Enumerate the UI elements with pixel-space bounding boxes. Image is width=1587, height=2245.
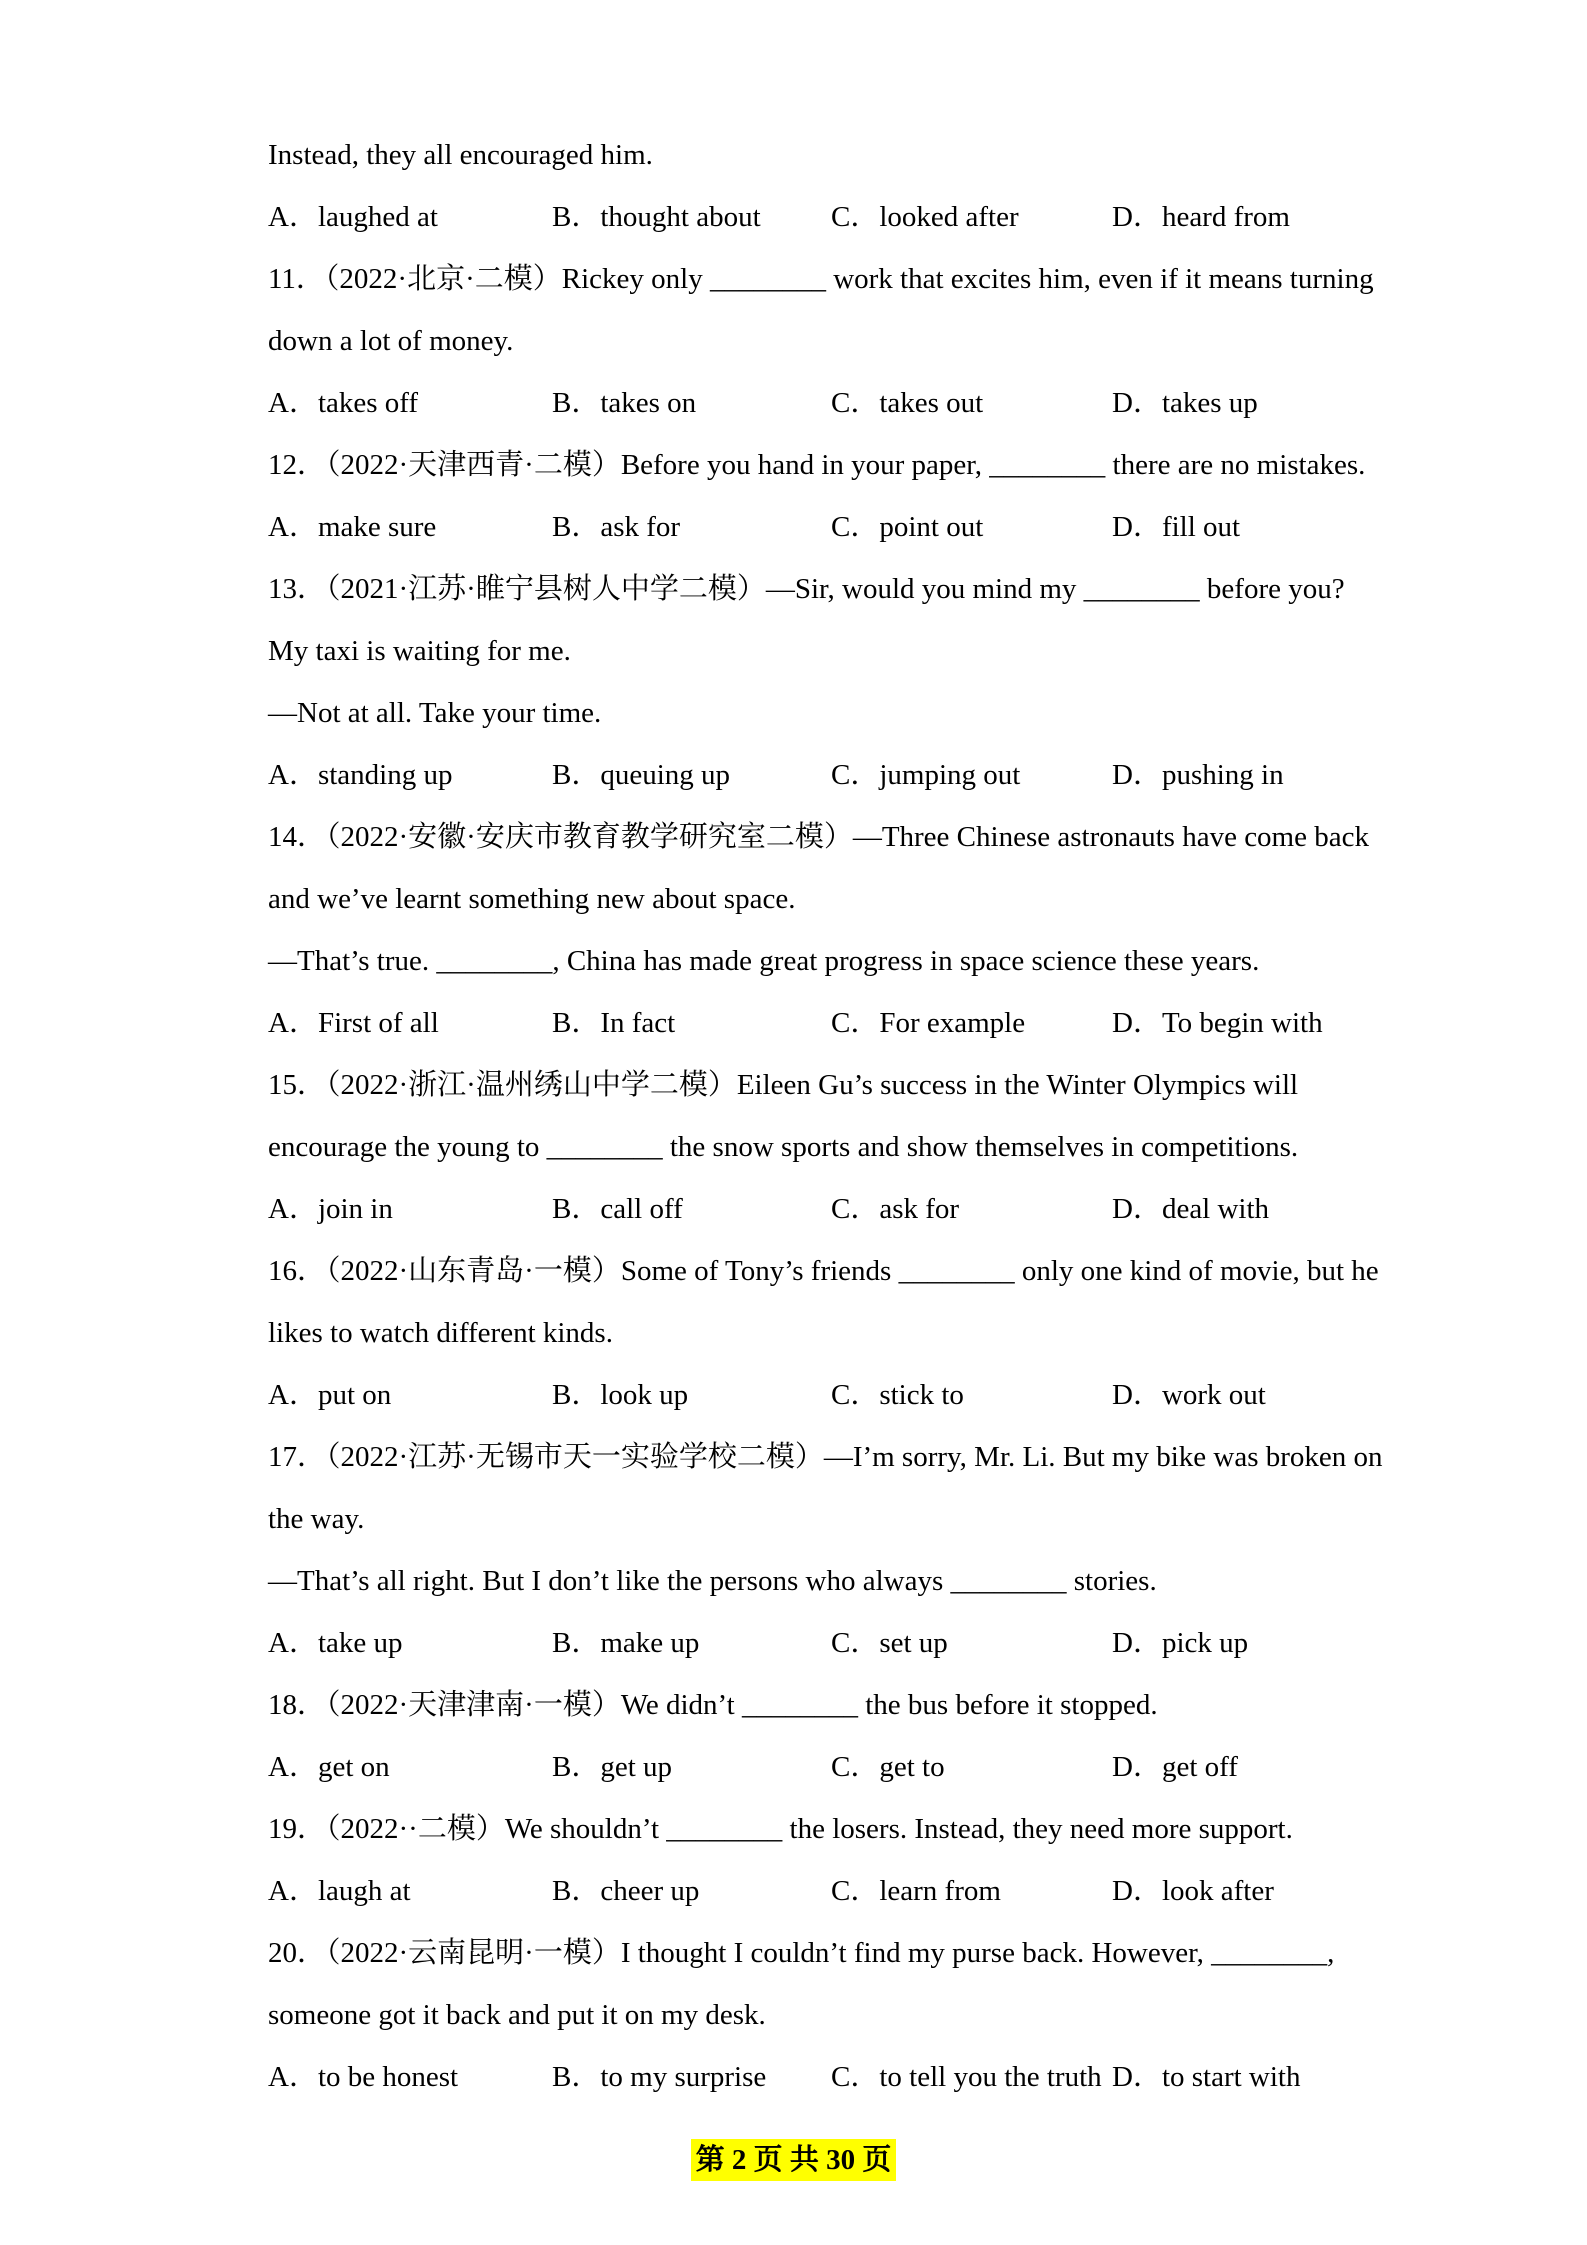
question-15-continued: encourage the young to ________ the snow sports and show themselves in competitions. (268, 1131, 1299, 1163)
option-c: C．learn from (831, 1875, 1001, 1907)
question-20: 20．（2022·云南昆明·一模）I thought I couldn’t find my purse back. However, ________, (268, 1937, 1335, 1969)
option-a: A．get on (268, 1751, 390, 1783)
option-b: B．queuing up (552, 759, 731, 791)
option-b: B．thought about (552, 201, 761, 233)
question-19: 19．（2022··二模）We shouldn’t ________ the losers. Instead, they need more support. (268, 1813, 1293, 1845)
option-c: C．set up (831, 1627, 948, 1659)
question-18: 18．（2022·天津津南·一模）We didn’t ________ the bus before it stopped. (268, 1689, 1158, 1721)
option-d: D．fill out (1112, 511, 1241, 543)
page-footer (0, 2139, 1587, 2181)
option-b: B．make up (552, 1627, 700, 1659)
option-a: A．First of all (268, 1007, 439, 1039)
question-14-continued: and we’ve learnt something new about space. (268, 883, 796, 915)
question-14: 14．（2022·安徽·安庆市教育教学研究室二模）—Three Chinese astronauts have come back (268, 821, 1369, 853)
options-row (268, 1736, 1358, 1798)
option-b: B．takes on (552, 387, 697, 419)
options-row (268, 372, 1358, 434)
option-d: D．deal with (1112, 1193, 1270, 1225)
option-b: B．call off (552, 1193, 683, 1225)
option-d: D．get off (1112, 1751, 1238, 1783)
question-16: 16．（2022·山东青岛·一模）Some of Tony’s friends ________ only one kind of movie, but he (268, 1255, 1379, 1287)
option-a: A．laughed at (268, 201, 438, 233)
option-b: B．ask for (552, 511, 681, 543)
question-20-continued: someone got it back and put it on my desk. (268, 1999, 766, 2031)
option-d: D．to start with (1112, 2061, 1301, 2093)
option-d: D．To begin with (1112, 1007, 1323, 1039)
options-row (268, 2046, 1358, 2108)
option-c: C．looked after (831, 201, 1019, 233)
option-b: B．In fact (552, 1007, 676, 1039)
option-b: B．look up (552, 1379, 689, 1411)
question-17-continued: the way. (268, 1503, 365, 1535)
option-a: A．laugh at (268, 1875, 411, 1907)
option-a: A．make sure (268, 511, 437, 543)
option-a: A．standing up (268, 759, 453, 791)
option-a: A．join in (268, 1193, 393, 1225)
question-13-reply: —Not at all. Take your time. (268, 697, 602, 729)
options-row (268, 992, 1358, 1054)
options-row (268, 1860, 1358, 1922)
continuation-line: Instead, they all encouraged him. (268, 139, 653, 171)
options-row (268, 186, 1358, 248)
question-16-continued: likes to watch different kinds. (268, 1317, 613, 1349)
option-a: A．take up (268, 1627, 403, 1659)
options-row (268, 1612, 1358, 1674)
options-row (268, 1364, 1358, 1426)
option-c: C．takes out (831, 387, 984, 419)
question-13-continued: My taxi is waiting for me. (268, 635, 571, 667)
question-17: 17．（2022·江苏·无锡市天一实验学校二模）—I’m sorry, Mr. Li. But my bike was broken on (268, 1441, 1383, 1473)
page-number-badge: 第 2 页 共 30 页 (691, 2139, 897, 2181)
option-c: C．point out (831, 511, 984, 543)
option-c: C．For example (831, 1007, 1026, 1039)
question-12: 12．（2022·天津西青·二模）Before you hand in your paper, ________ there are no mistakes. (268, 449, 1366, 481)
question-lines (268, 124, 1383, 2108)
option-c: C．stick to (831, 1379, 964, 1411)
options-row (268, 496, 1358, 558)
question-11-continued: down a lot of money. (268, 325, 514, 357)
option-b: B．cheer up (552, 1875, 700, 1907)
option-d: D．work out (1112, 1379, 1266, 1411)
options-row (268, 1178, 1358, 1240)
option-d: D．pushing in (1112, 759, 1284, 791)
option-a: A．takes off (268, 387, 419, 419)
option-d: D．heard from (1112, 201, 1290, 233)
options-row (268, 744, 1358, 806)
option-d: D．pick up (1112, 1627, 1249, 1659)
option-c: C．ask for (831, 1193, 960, 1225)
option-b: B．get up (552, 1751, 673, 1783)
option-b: B．to my surprise (552, 2061, 767, 2093)
question-11: 11．（2022·北京·二模）Rickey only ________ work that excites him, even if it means turning (268, 263, 1374, 295)
option-d: D．look after (1112, 1875, 1274, 1907)
question-13: 13．（2021·江苏·睢宁县树人中学二模）—Sir, would you mind my ________ before you? (268, 573, 1345, 605)
question-17-reply: —That’s all right. But I don’t like the persons who always ________ stories. (268, 1565, 1157, 1597)
option-a: A．to be honest (268, 2061, 459, 2093)
option-c: C．jumping out (831, 759, 1021, 791)
option-c: C．get to (831, 1751, 945, 1783)
question-15: 15．（2022·浙江·温州绣山中学二模）Eileen Gu’s success in the Winter Olympics will (268, 1069, 1299, 1101)
option-d: D．takes up (1112, 387, 1258, 419)
option-a: A．put on (268, 1379, 392, 1411)
option-c: C．to tell you the truth (831, 2061, 1102, 2093)
question-14-reply: —That’s true. ________, China has made great progress in space science these years. (268, 945, 1260, 977)
